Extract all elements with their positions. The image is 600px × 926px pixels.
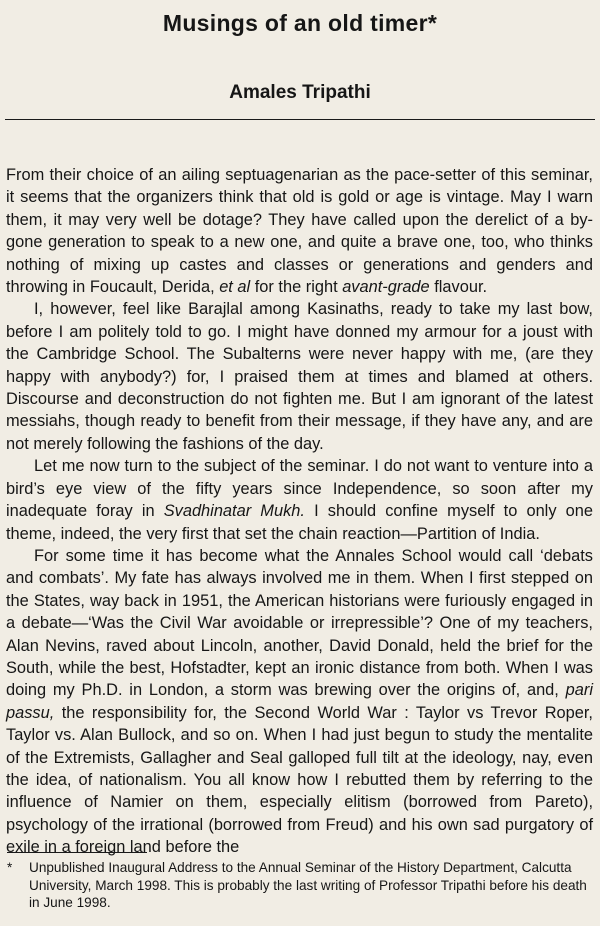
text-run: for the right (250, 278, 343, 297)
text-run: From their choice of an ailing septuagenarian as the pace-setter of this seminar, it seems that the organizers think that old is gold or age is vintage. May I warn them, it may very well be dotage? They have called upon the derelict of a by-gone generation to speak to a new one, and quite a brave one, too, who thinks nothing of mixing up castes and classes or generations and genders and throwing in Foucault, Derida, (6, 166, 593, 297)
italic-run: avant-grade (342, 278, 430, 297)
article-body (6, 164, 593, 859)
article-author: Amales Tripathi (229, 82, 371, 103)
text-run: I should confine myself to only one theme, indeed, the very first that set the chain reaction—Partition of India. (6, 502, 593, 543)
article-title: Musings of an old timer* (162, 10, 438, 36)
text-run: Let me now turn to the subject of the seminar. I do not want to venture into a bird’s eye view of the fifty years since Independence, so soon after my inadequate foray in (6, 457, 593, 521)
italic-run: Svadhinatar Mukh. (163, 502, 305, 521)
italic-run: pari passu, (6, 681, 593, 722)
footnote-mark: * (7, 860, 13, 875)
text-run: I, however, feel like Barajlal among Kasinaths, ready to take my last bow, before I am politely told to go. I might have donned my armour for a joust with the Cambridge School. The Subalterns were never happy with me, (are they happy with anybody?) for, I praised them at times and blamed at others. Discourse and deconstruction do not fighten me. But I am ignorant of the latest messiahs, though ready to benefit from their message, if they have any, and are not merely following the fashions of the day. (6, 300, 593, 453)
paragraph (6, 164, 593, 298)
text-run: For some time it has become what the Annales School would call ‘debats and combats’. My fate has always involved me in them. When I first stepped on the States, way back in 1951, the American historians were furiously engaged in a debate—‘Was the Civil War avoidable or irrepressible’? One of my teachers, Alan Nevins, raved about Lincoln, another, David Donald, held the brief for the South, while the best, Hofstadter, kept an ironic distance from both. When I was doing my Ph.D. in London, a storm was brewing over the origins of, and, (6, 546, 593, 700)
paragraph (6, 298, 593, 455)
footnote-rule (7, 852, 147, 853)
paragraph (6, 545, 593, 859)
text-run: the responsibility for, the Second World War : Taylor vs Trevor Roper, Taylor vs. Alan Bullock, and so on. When I had just begun to study the mentalite of the Extremists, Gallagher and Seal galloped full tilt at the ideology, nay, even the idea, of nationalism. You all know how I rebutted them by referring to the influence of Namier on them, especially elitism (borrowed from Pareto), psychology of the irrational (borrowed from Freud) and his own sad purgatory of exile in a foreign land before the (6, 703, 593, 857)
italic-run: et al (219, 278, 251, 297)
text-run: flavour. (429, 278, 488, 297)
footnote (7, 859, 595, 912)
footnote-text: Unpublished Inaugural Address to the Annual Seminar of the History Department, Calcutta University, March 1998. This is probably the last writing of Professor Tripathi before his death in June 1998. (29, 860, 587, 910)
paragraph (6, 455, 593, 545)
header-rule (5, 119, 595, 120)
